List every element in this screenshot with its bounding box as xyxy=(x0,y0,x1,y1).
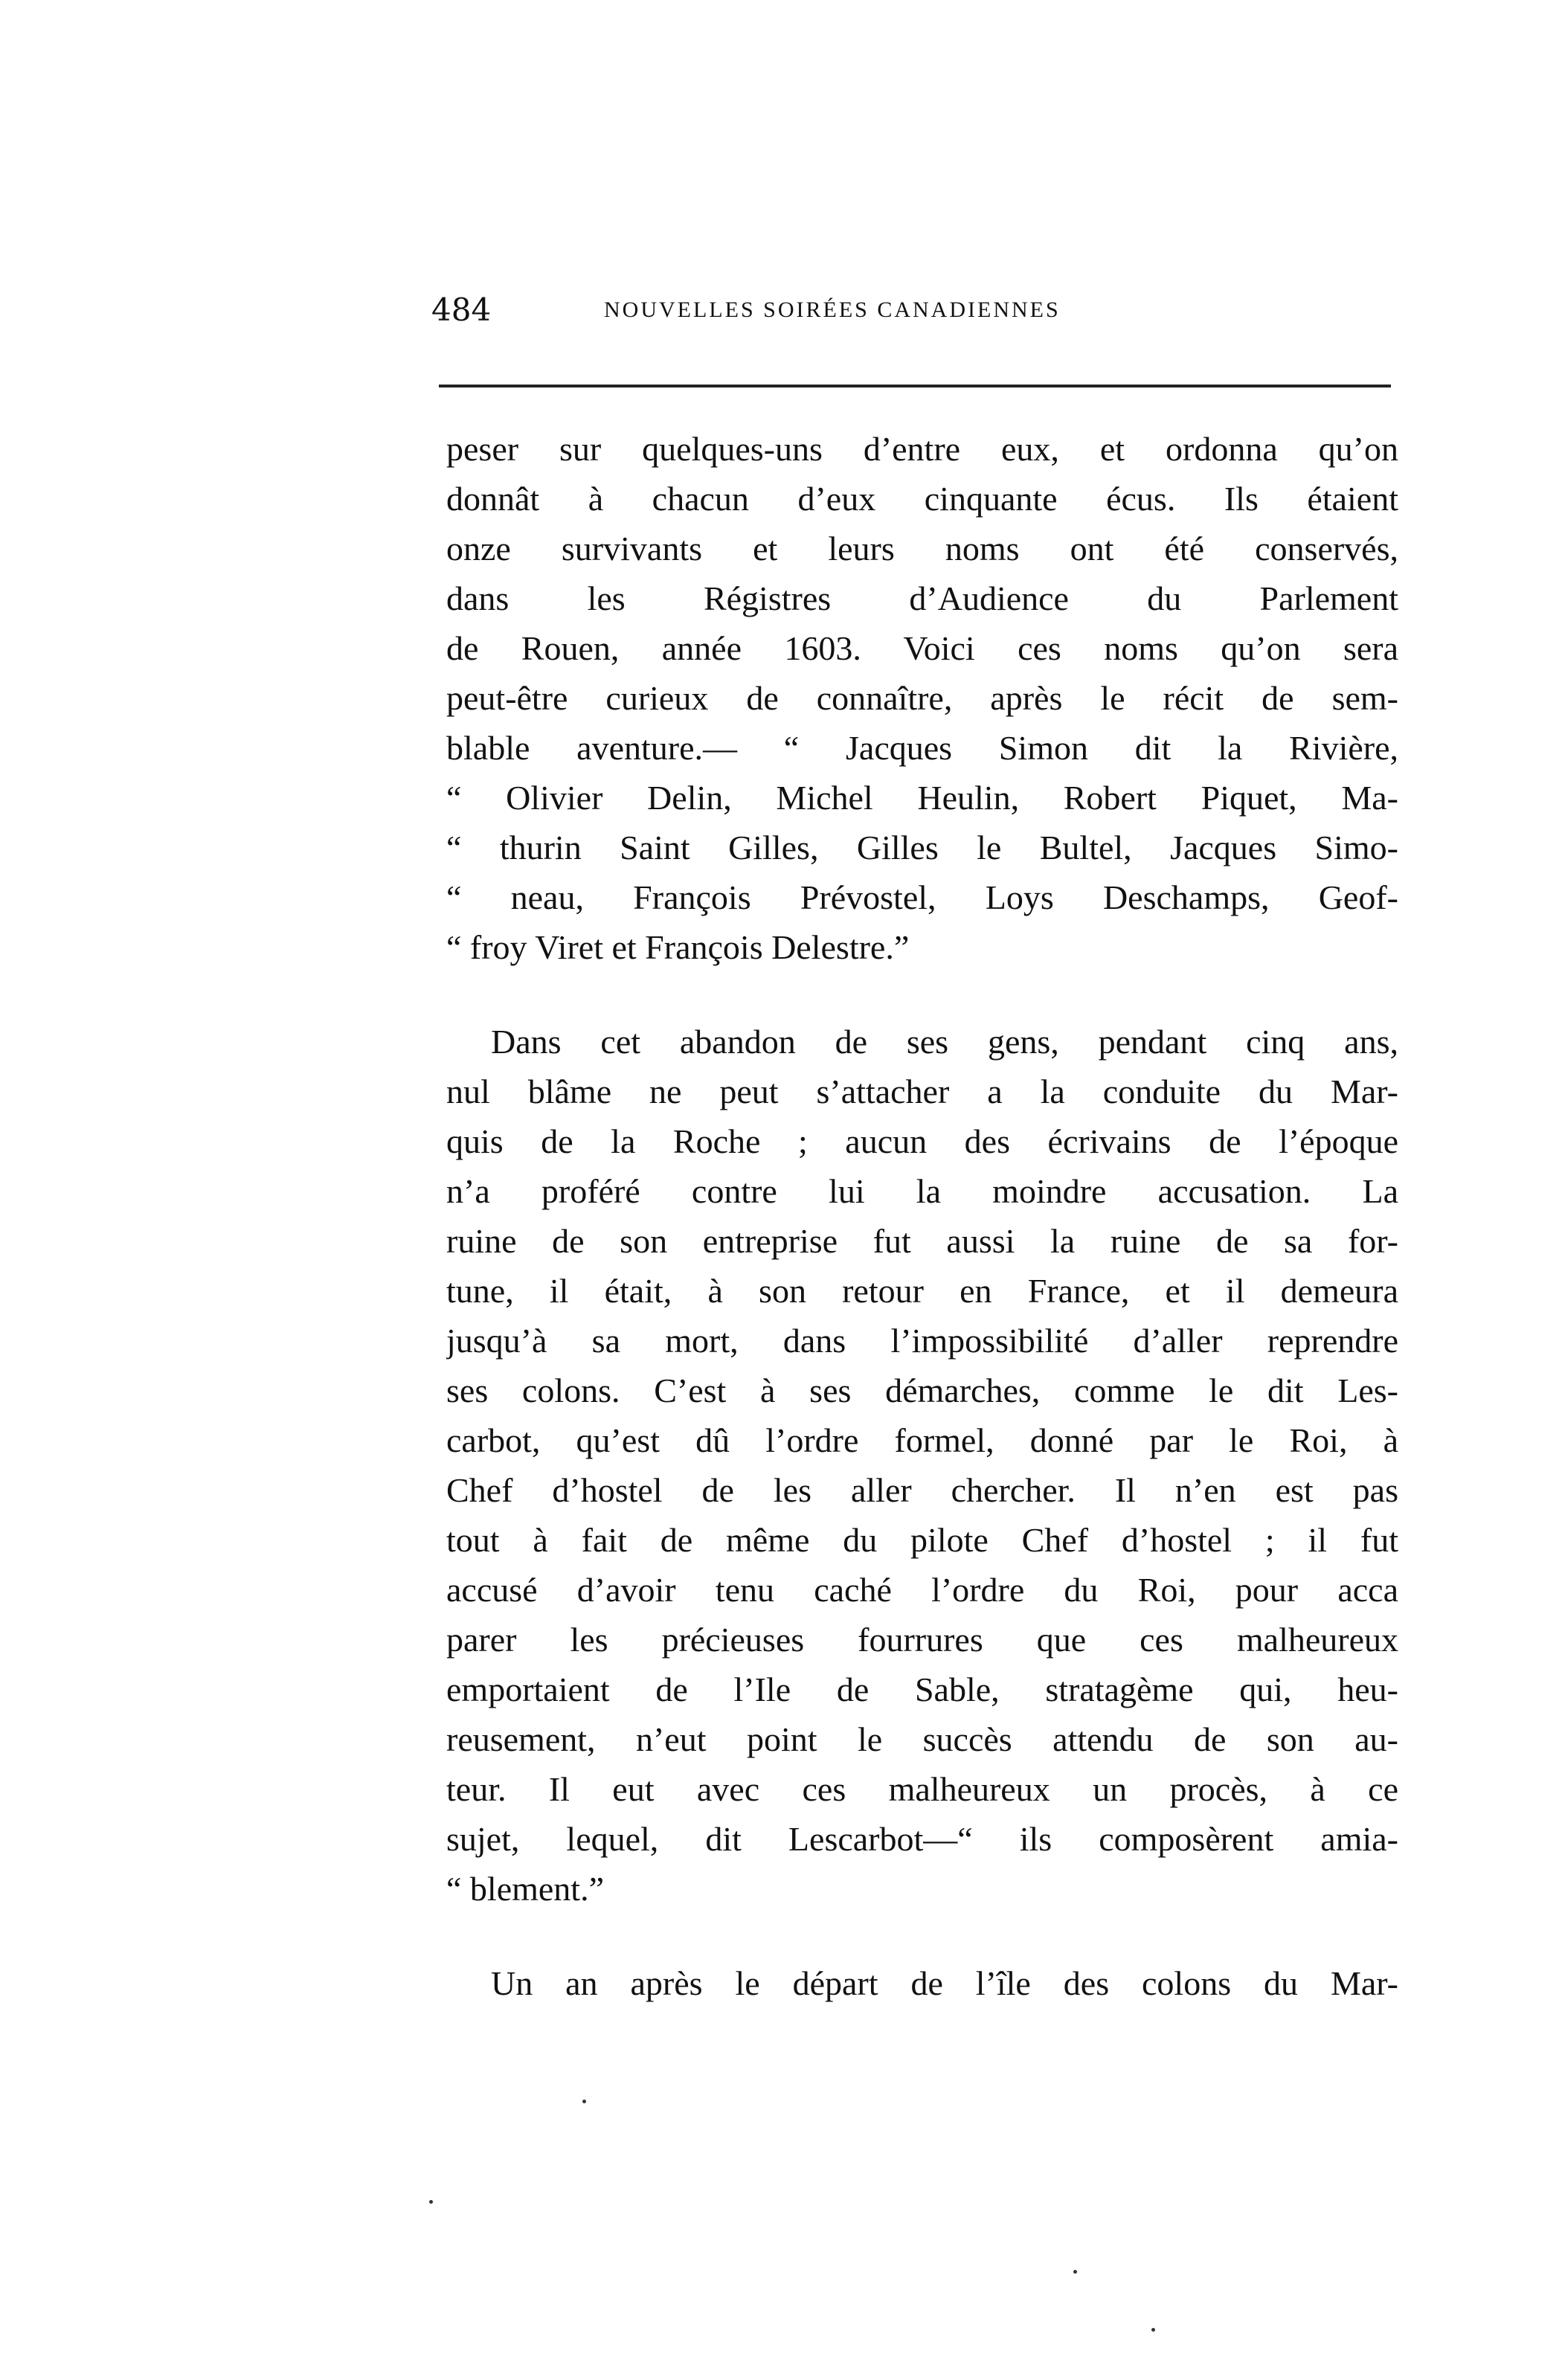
running-title: NOUVELLES SOIRÉES CANADIENNES xyxy=(604,298,1061,322)
text-line: “ froy Viret et François Delestre.” xyxy=(446,928,910,966)
text-line: quis de la Roche ; aucun des écrivains de l’époque xyxy=(446,1122,1398,1160)
text-line: “ blement.” xyxy=(446,1870,605,1908)
text-line: reusement, n’eut point le succès attendu de son au- xyxy=(446,1720,1398,1758)
text-line: onze survivants et leurs noms ont été conservés, xyxy=(446,530,1398,567)
header-rule xyxy=(439,385,1391,387)
text-line: “ neau, François Prévostel, Loys Deschamps, Geof- xyxy=(446,878,1398,916)
paragraph-gap xyxy=(446,1914,1398,1958)
text-line: Un an après le départ de l’île des colons du Mar- xyxy=(491,1964,1398,2002)
paragraph-3 xyxy=(446,1958,1398,2008)
text-line: ruine de son entreprise fut aussi la ruine de sa for- xyxy=(446,1222,1398,1260)
text-line: jusqu’à sa mort, dans l’impossibilité d’aller reprendre xyxy=(446,1322,1398,1360)
text-line: donnât à chacun d’eux cinquante écus. Ils étaient xyxy=(446,480,1398,518)
text-line: teur. Il eut avec ces malheureux un procès, à ce xyxy=(446,1770,1398,1808)
paragraph-1 xyxy=(446,424,1398,972)
scan-speck xyxy=(1073,2270,1077,2274)
text-line: dans les Régistres d’Audience du Parlement xyxy=(446,579,1398,617)
text-line: nul blâme ne peut s’attacher a la conduite du Mar- xyxy=(446,1072,1398,1110)
text-line: n’a proféré contre lui la moindre accusation. La xyxy=(446,1172,1398,1210)
text-line: Dans cet abandon de ses gens, pendant cinq ans, xyxy=(491,1023,1398,1061)
scan-speck xyxy=(429,2200,433,2204)
text-line: peut-être curieux de connaître, après le récit de sem- xyxy=(446,679,1398,717)
text-line: “ Olivier Delin, Michel Heulin, Robert Piquet, Ma- xyxy=(446,779,1398,817)
paragraph-gap xyxy=(446,972,1398,1017)
text-line: blable aventure.— “ Jacques Simon dit la Rivière, xyxy=(446,729,1398,767)
scan-speck xyxy=(582,2100,586,2103)
text-line: tout à fait de même du pilote Chef d’hostel ; il fut xyxy=(446,1521,1398,1559)
text-line: emportaient de l’Ile de Sable, stratagème qui, heu- xyxy=(446,1670,1398,1708)
text-line: de Rouen, année 1603. Voici ces noms qu’on sera xyxy=(446,629,1398,667)
text-line: “ thurin Saint Gilles, Gilles le Bultel, Jacques Simo- xyxy=(446,829,1398,866)
running-head xyxy=(431,292,1398,336)
text-line: accusé d’avoir tenu caché l’ordre du Roi, pour acca xyxy=(446,1571,1398,1609)
text-line: parer les précieuses fourrures que ces malheureux xyxy=(446,1621,1398,1659)
text-line: Chef d’hostel de les aller chercher. Il n’en est pas xyxy=(446,1471,1398,1509)
text-line: peser sur quelques-uns d’entre eux, et ordonna qu’on xyxy=(446,430,1398,468)
body-text xyxy=(446,424,1398,2008)
text-line: ses colons. C’est à ses démarches, comme le dit Les- xyxy=(446,1371,1398,1409)
paragraph-2 xyxy=(446,1017,1398,1914)
page-number: 484 xyxy=(431,292,492,328)
text-line: sujet, lequel, dit Lescarbot—“ ils composèrent amia- xyxy=(446,1820,1398,1858)
text-line: tune, il était, à son retour en France, et il demeura xyxy=(446,1272,1398,1310)
scan-speck xyxy=(1151,2328,1155,2332)
text-line: carbot, qu’est dû l’ordre formel, donné par le Roi, à xyxy=(446,1421,1398,1459)
